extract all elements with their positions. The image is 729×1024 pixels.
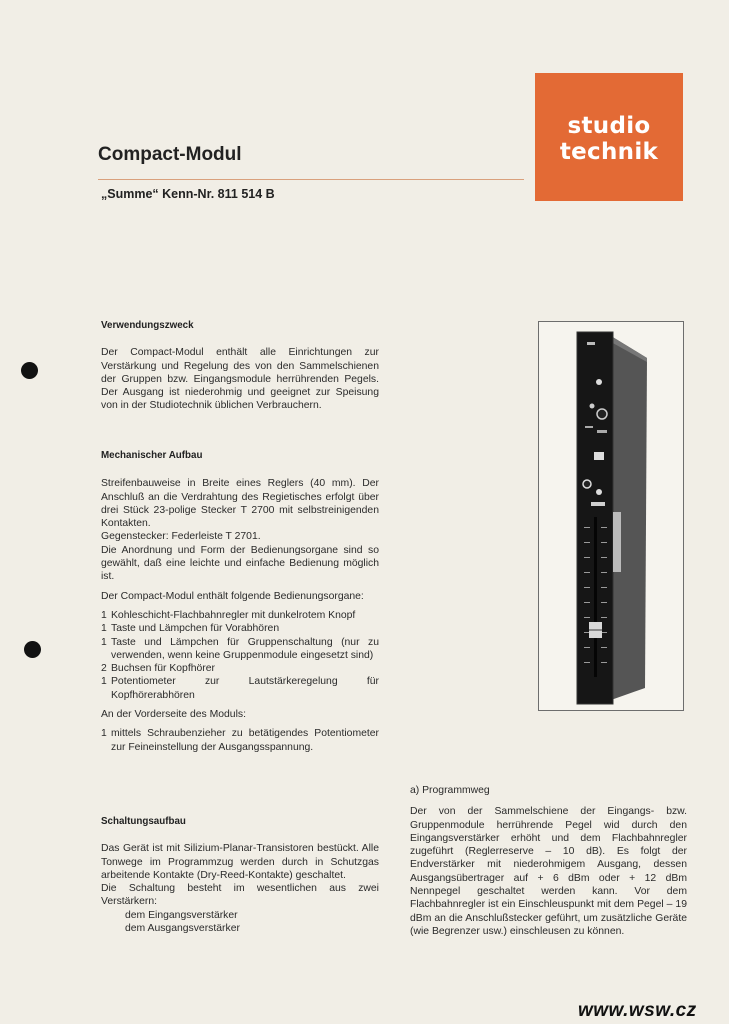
- section-aufbau: [101, 449, 379, 754]
- list-item: 1 Kohleschicht-Flachbahnregler mit dunkelrotem Knopf: [101, 609, 356, 621]
- logo-line1: studio: [567, 113, 651, 139]
- heading-schaltung: Schaltungsaufbau: [101, 816, 186, 827]
- module-photo: [538, 321, 684, 711]
- amp-1: dem Eingangsverstärker: [125, 909, 238, 921]
- text-aufbau-5: An der Vorderseite des Moduls:: [101, 709, 246, 721]
- text-verwendung: Der Compact-Modul enthält alle Einrichtungen zur Verstärkung und Regelung des von den Sammelschienen der Gruppen bzw. Eingangsmodule herrührenden Pegels. Der Ausgang ist niederohmig und geeignet zur Speisung von in der Studiotechnik üblichen Verbrauchern.: [101, 347, 379, 412]
- front-controls-list: [101, 727, 379, 754]
- studio-technik-logo: [535, 73, 683, 201]
- text-schaltung-1: Das Gerät ist mit Silizium-Planar-Transistoren bestückt. Alle Tonwege im Programmzug werden durch in Schutzgas arbeitende Kontakte (Dry-Reed-Kontakte) geschaltet.: [101, 843, 379, 881]
- page-title: Compact-Modul: [98, 144, 242, 165]
- punch-hole-top: [21, 362, 38, 379]
- text-programmweg: Der von der Sammelschiene der Eingangs- bzw. Gruppenmodule herrührende Pegel wid durch den Eingangsverstärker erhöht und dem Flachbahnregler zugeführt (Reglerreserve – 10 dB). Es folgt der Endverstärker mit niederohmigem Ausgang, dessen Ausgangsübertrager auf + 6 dBm oder + 12 dBm Nennpegel geschaltet werden kann. Vor dem Flachbahnregler ist ein Einschleuspunkt mit dem Pegel – 19 dBm an die Anschlußstecker geführt, um zusätzliche Geräte (wie Begrenzer usw.) einschleusen zu können.: [410, 806, 687, 937]
- logo-line2: technik: [559, 139, 659, 165]
- site-watermark: www.wsw.cz: [578, 1000, 697, 1021]
- heading-verwendung: Verwendungszweck: [101, 320, 194, 331]
- list-item: 1 Taste und Lämpchen für Gruppenschaltung (nur zu verwenden, wenn keine Gruppenmodule eingesetzt sind): [101, 636, 379, 661]
- list-item: 1 Potentiometer zur Lautstärkeregelung für Kopfhörerabhören: [101, 676, 379, 701]
- amp-2: dem Ausgangsverstärker: [125, 923, 240, 935]
- text-schaltung-2: Die Schaltung besteht im wesentlichen aus zwei Verstärkern:: [101, 883, 379, 908]
- section-schaltung: [101, 815, 379, 935]
- text-aufbau-3: Die Anordnung und Form der Bedienungsorgane sind so gewählt, daß eine leichte und einfache Bedienung möglich ist.: [101, 544, 379, 583]
- text-aufbau-4: Der Compact-Modul enthält folgende Bedienungsorgane:: [101, 590, 364, 602]
- punch-hole-bottom: [24, 641, 41, 658]
- list-item: 1 Taste und Lämpchen für Vorabhören: [101, 623, 280, 635]
- heading-aufbau: Mechanischer Aufbau: [101, 450, 203, 461]
- list-item: 1 mittels Schraubenzieher zu betätigendes Potentiometer zur Feineinstellung der Ausgangsspannung.: [101, 728, 379, 753]
- section-verwendung: [101, 319, 379, 413]
- title-divider: [98, 179, 524, 180]
- module-illustration: [539, 322, 683, 710]
- text-aufbau-2: Gegenstecker: Federleiste T 2701.: [101, 531, 261, 543]
- text-aufbau-1: Streifenbauweise in Breite eines Reglers (40 mm). Der Anschluß an die Verdrahtung des Regietisches erfolgt über drei Stück 23-polige Stecker T 2700 mit selbstreinigenden Kontakten.: [101, 478, 379, 530]
- controls-list: [101, 609, 379, 702]
- heading-programmweg: a) Programmweg: [410, 785, 490, 796]
- list-item: 2 Buchsen für Kopfhörer: [101, 663, 215, 675]
- page-subtitle: „Summe“ Kenn-Nr. 811 514 B: [101, 187, 275, 201]
- section-programmweg: [410, 784, 687, 938]
